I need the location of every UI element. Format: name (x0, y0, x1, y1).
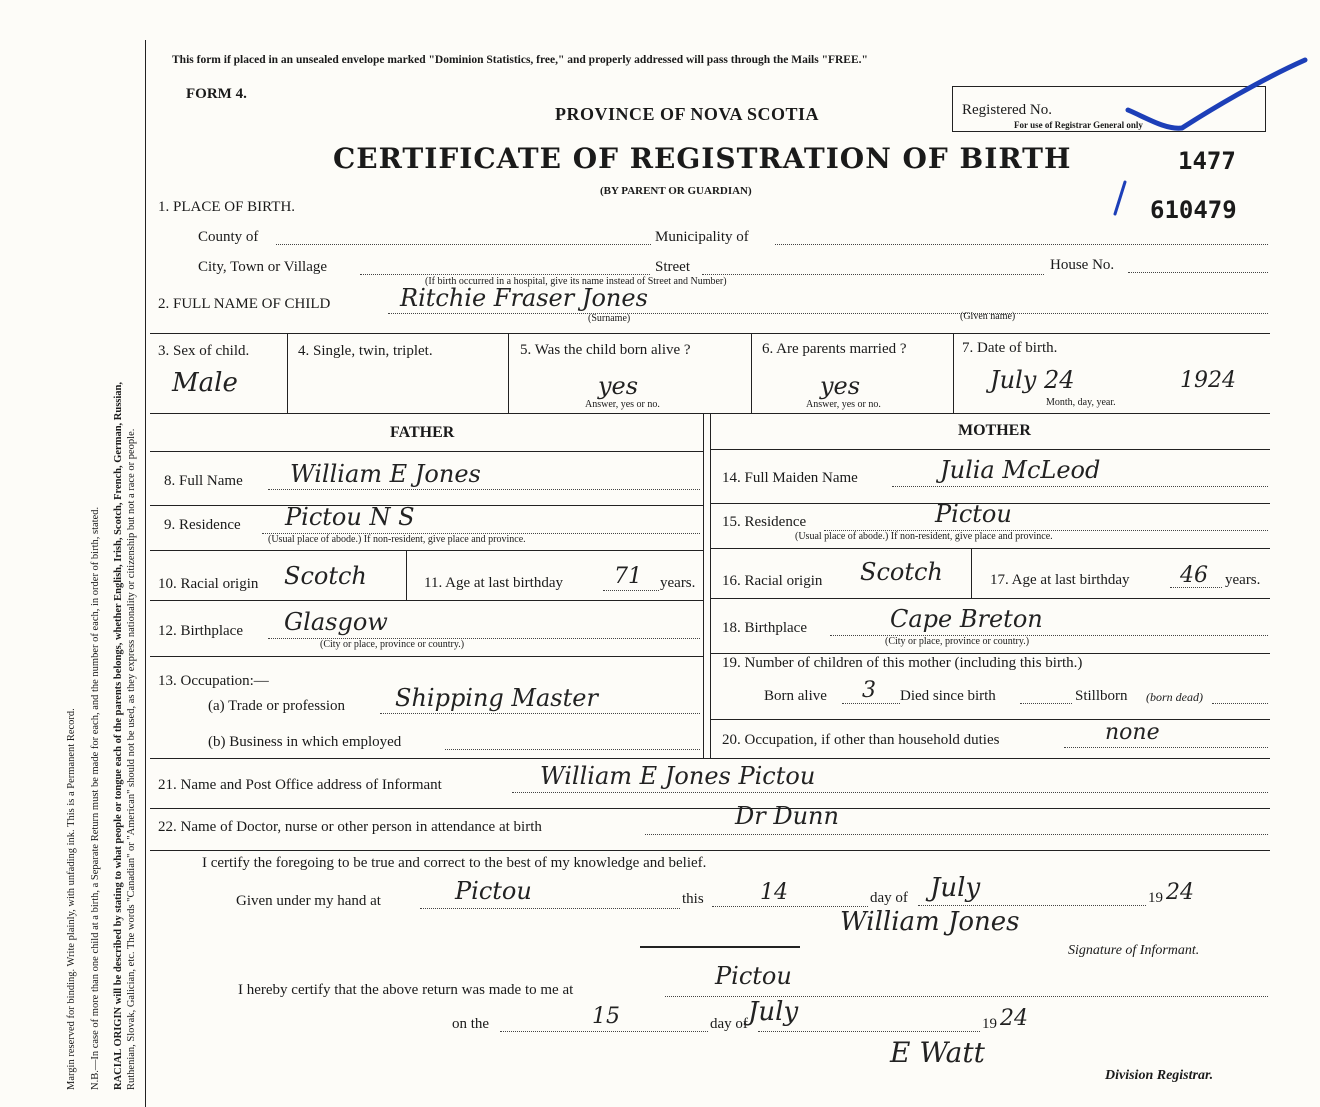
died-since-birth-label: Died since birth (900, 688, 996, 704)
house-number-label: House No. (1050, 257, 1115, 273)
father-birthplace-note: (City or place, province or country.) (320, 639, 465, 650)
father-age-value: 71 (614, 564, 642, 589)
stillborn-field[interactable] (1212, 703, 1268, 704)
child-name-value: Ritchie Fraser Jones (400, 284, 648, 312)
plurality-label: 4. Single, twin, triplet. (298, 343, 433, 359)
registrar-day-value: 15 (592, 1004, 620, 1029)
form-number: FORM 4. (186, 86, 247, 102)
place-of-birth-heading: 1. PLACE OF BIRTH. (158, 199, 296, 215)
dob-value: July 24 (990, 366, 1075, 394)
day-of-label: day of (870, 890, 908, 906)
married-note: Answer, yes or no. (806, 399, 881, 410)
number-top: 1477 (1178, 147, 1236, 175)
dob-label: 7. Date of birth. (962, 340, 1058, 356)
stillborn-label: Stillborn (1075, 688, 1128, 704)
dob-note: Month, day, year. (1046, 397, 1116, 408)
year-suffix: 24 (1166, 880, 1194, 905)
mother-age-label: 17. Age at last birthday (990, 572, 1130, 588)
dob-year: 1924 (1180, 368, 1236, 393)
informant-signature-label: Signature of Informant. (1068, 943, 1200, 958)
registrar-place-value: Pictou (715, 962, 792, 990)
this-label: this (682, 891, 704, 907)
certificate-number: 610479 (1150, 196, 1237, 224)
month-value: July (930, 873, 981, 903)
registrar-statement: I hereby certify that the above return was made to me at (238, 982, 574, 998)
born-alive-note: Answer, yes or no. (585, 399, 660, 410)
born-alive-count-label: Born alive (764, 688, 827, 704)
mother-name-value: Julia McLeod (940, 456, 1101, 484)
informant-signature: William Jones (840, 907, 1020, 937)
trade-label: (a) Trade or profession (208, 698, 346, 714)
father-racial-label: 10. Racial origin (158, 576, 259, 592)
father-occupation-label: 13. Occupation:— (158, 673, 269, 689)
informant-field[interactable] (512, 792, 1268, 793)
father-residence-note: (Usual place of abode.) If non-resident, give place and province. (268, 534, 526, 545)
children-count-label: 19. Number of children of this mother (including this birth.) (722, 655, 1083, 671)
doctor-value: Dr Dunn (735, 802, 839, 830)
registrar-month-field[interactable] (758, 1031, 980, 1032)
margin-note-racial-origin: RACIAL ORIGIN will be described by stating to what people or tongue each of the parents belongs, whether English, Irish, Scotch, French, German, Russian, (113, 381, 124, 1090)
father-name-field[interactable] (268, 489, 700, 490)
registrar-signature: E Watt (890, 1036, 985, 1069)
margin-note-multiple-births: N.B.—In case of more than one child at a birth, a Separate Return must be made for each, and the number of each, in order of birth, stated. (90, 506, 101, 1090)
registrar-month-value: July (748, 997, 799, 1027)
stillborn-note: (born dead) (1146, 690, 1203, 704)
given-name-note: (Given name) (960, 311, 1016, 322)
trade-value: Shipping Master (395, 684, 598, 712)
born-alive-value: yes (598, 372, 639, 400)
mailing-notice: This form if placed in an unsealed envelope marked "Dominion Statistics, free," and properly addressed will pass through the Mails "FREE." (172, 54, 868, 66)
born-alive-count-field[interactable] (842, 703, 900, 704)
child-name-label: 2. FULL NAME OF CHILD (158, 296, 331, 312)
mother-racial-value: Scotch (860, 558, 943, 586)
father-birthplace-value: Glasgow (284, 608, 388, 636)
mother-birthplace-value: Cape Breton (890, 605, 1043, 633)
mother-birthplace-label: 18. Birthplace (722, 620, 807, 636)
father-age-label: 11. Age at last birthday (424, 575, 563, 591)
surname-note: (Surname) (588, 313, 631, 324)
mother-residence-label: 15. Residence (722, 514, 807, 530)
municipality-field[interactable] (775, 244, 1268, 245)
given-under-label: Given under my hand at (236, 893, 381, 909)
margin-rule (145, 40, 146, 1107)
binding-margin (0, 0, 150, 1107)
given-place-field[interactable] (420, 908, 680, 909)
father-age-field[interactable] (603, 590, 659, 591)
father-residence-label: 9. Residence (164, 517, 241, 533)
doctor-field[interactable] (645, 834, 1268, 835)
married-value: yes (820, 372, 861, 400)
born-alive-count-value: 3 (862, 678, 876, 703)
row-rule-top (150, 333, 1270, 334)
business-label: (b) Business in which employed (208, 734, 402, 750)
house-number-field[interactable] (1128, 272, 1268, 273)
mother-name-label: 14. Full Maiden Name (722, 470, 858, 486)
blue-check-mark-icon (1120, 55, 1320, 135)
registrar-title: Division Registrar. (1105, 1068, 1214, 1083)
mother-occupation-field[interactable] (1064, 747, 1268, 748)
year-prefix: 19 (1148, 890, 1163, 906)
informant-value: William E Jones Pictou (540, 762, 816, 790)
mother-racial-label: 16. Racial origin (722, 573, 823, 589)
sex-value: Male (172, 368, 238, 398)
father-residence-value: Pictou N S (285, 503, 415, 531)
margin-note-racial-origin-cont: Ruthenian, Slovak, Galician, etc. The words "Canadian" or "American" should not be used, as they express nationality or citizenship but not a race or people. (126, 428, 137, 1090)
page-title: CERTIFICATE OF REGISTRATION OF BIRTH (333, 142, 1072, 175)
certification-statement: I certify the foregoing to be true and correct to the best of my knowledge and belief. (202, 855, 707, 871)
born-alive-label: 5. Was the child born alive ? (520, 342, 691, 358)
street-label: Street (655, 259, 690, 275)
married-label: 6. Are parents married ? (762, 341, 907, 357)
mother-birthplace-note: (City or place, province or country.) (885, 636, 1030, 647)
mother-years-label: years. (1225, 572, 1261, 588)
county-field[interactable] (276, 244, 651, 245)
province-heading: PROVINCE OF NOVA SCOTIA (555, 104, 820, 124)
registrar-day-field[interactable] (500, 1031, 708, 1032)
registrar-day-of-label: day of (710, 1016, 748, 1032)
blue-slash-mark-icon (1105, 178, 1135, 218)
mother-occupation-value: none (1105, 720, 1160, 745)
mother-name-field[interactable] (892, 486, 1268, 487)
father-birthplace-label: 12. Birthplace (158, 623, 243, 639)
mother-age-value: 46 (1180, 563, 1208, 588)
mother-heading: MOTHER (958, 422, 1031, 439)
month-field[interactable] (918, 905, 1146, 906)
street-field[interactable] (702, 274, 1044, 275)
county-label: County of (198, 229, 259, 245)
died-since-birth-field[interactable] (1020, 703, 1072, 704)
registrar-year-suffix: 24 (1000, 1006, 1028, 1031)
informant-label: 21. Name and Post Office address of Informant (158, 777, 442, 793)
city-field[interactable] (360, 274, 650, 275)
given-place-value: Pictou (455, 877, 532, 905)
business-field[interactable] (445, 749, 700, 750)
doctor-label: 22. Name of Doctor, nurse or other person in attendance at birth (158, 819, 542, 835)
registered-label: Registered No. (962, 102, 1052, 118)
father-years-label: years. (660, 575, 696, 591)
mother-residence-value: Pictou (935, 500, 1012, 528)
child-name-field[interactable] (388, 313, 1268, 314)
registrar-note: For use of Registrar General only (1014, 120, 1143, 130)
father-name-label: 8. Full Name (164, 473, 243, 489)
margin-note-binding: Margin reserved for binding. Write plainly, with unfading ink. This is a Permanent Record. (66, 708, 77, 1090)
city-label: City, Town or Village (198, 259, 328, 275)
on-the-label: on the (452, 1016, 490, 1032)
registrar-year-prefix: 19 (982, 1016, 997, 1032)
father-name-value: William E Jones (290, 460, 481, 488)
mother-occupation-label: 20. Occupation, if other than household duties (722, 732, 1000, 748)
page-subtitle: (BY PARENT OR GUARDIAN) (600, 185, 752, 197)
father-heading: FATHER (390, 424, 455, 441)
hospital-note: (If birth occurred in a hospital, give its name instead of Street and Number) (425, 276, 727, 287)
sex-label: 3. Sex of child. (158, 343, 250, 359)
municipality-label: Municipality of (655, 229, 749, 245)
trade-field[interactable] (380, 713, 700, 714)
mother-residence-note: (Usual place of abode.) If non-resident, give place and province. (795, 531, 1053, 542)
day-value: 14 (760, 880, 788, 905)
father-racial-value: Scotch (284, 562, 367, 590)
